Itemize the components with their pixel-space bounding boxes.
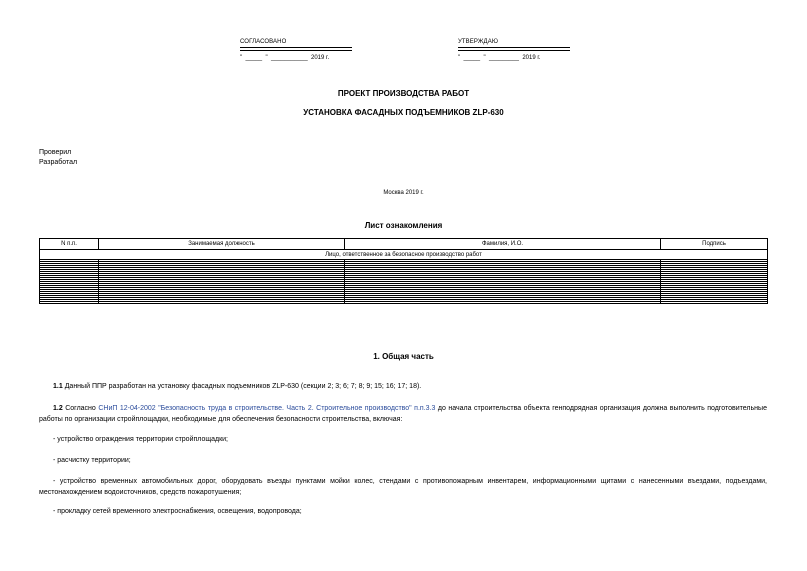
table-header-row: [40, 239, 768, 250]
table-row: [40, 302, 768, 304]
sheet-title: Лист ознакомления: [364, 221, 443, 230]
list-item: - расчистку территории;: [53, 457, 131, 464]
place-year: Москва 2019 г.: [383, 190, 424, 196]
approval-label: УТВЕРЖДАЮ: [458, 39, 498, 45]
section-title: 1. Общая часть: [373, 352, 434, 361]
col-number: N п.п.: [40, 239, 99, 250]
standard-title-link[interactable]: "Безопасность труда в строительстве. Часть 2. Строительное производство": [158, 405, 412, 412]
acquaintance-table: [39, 238, 768, 304]
paragraph-1-1: [39, 381, 781, 392]
table-cell: [661, 302, 768, 304]
approval-block-right: [458, 38, 570, 61]
col-signature: Подпись: [661, 239, 768, 250]
document-title: ПРОЕКТ ПРОИЗВОДСТВА РАБОТ: [337, 89, 470, 98]
paragraph-text: Данный ППР разработан на установку фасадных подъемников ZLP-630 (секции 2; 3; 6; 7; 8; 9; 15; 16; 17; 18).: [64, 383, 422, 390]
snip-link[interactable]: СНиП 12-04-2002: [98, 405, 156, 412]
signature-lines: [458, 47, 570, 51]
paragraph-number: 1.1: [53, 383, 63, 390]
table-cell: [345, 302, 661, 304]
table-body: [40, 260, 768, 304]
list-item: - устройство ограждения территории стройплощадки;: [53, 436, 228, 443]
col-position: Занимаемая должность: [99, 239, 345, 250]
paragraph-text-pre: Согласно: [65, 405, 96, 412]
developed-by-label: Разработал: [39, 159, 78, 166]
approval-block-left: [240, 38, 352, 61]
clause-link[interactable]: п.п.3.3: [414, 405, 436, 412]
paragraph-text: до начала строительства объекта генподрядная организация должна выполнить подготовительные работы по организации стройплощадки, необходимые для обеспечения безопасности строительства, включая:: [39, 405, 767, 423]
signature-lines: [240, 47, 352, 51]
list-item: - устройство временных автомобильных дорог, оборудовать въезды пунктами мойки колес, стендами с противопожарным инвентарем, информационными щитами с нанесенными въездами, подъездами, местонахождением водоисточников, средств пожаротушения;: [39, 478, 767, 496]
approval-date: " _____ " _________ 2019 г.: [458, 55, 541, 61]
list-item: - прокладку сетей временного электроснабжения, освещения, водопровода;: [53, 508, 302, 515]
approval-date: " _____ " ___________ 2019 г.: [240, 55, 330, 61]
checked-by-label: Проверил: [39, 149, 72, 156]
document-subtitle: УСТАНОВКА ФАСАДНЫХ ПОДЪЕМНИКОВ ZLP-630: [303, 108, 504, 117]
paragraph-number: 1.2: [53, 405, 63, 412]
approval-label: СОГЛАСОВАНО: [240, 39, 287, 45]
responsible-person-row: Лицо, ответственное за безопасное производство работ: [40, 250, 768, 260]
table-cell: [99, 302, 345, 304]
col-fullname: Фамилия, И.О.: [345, 239, 661, 250]
table-cell: [40, 302, 99, 304]
paragraph-1-2: [39, 403, 767, 425]
table-row: [40, 250, 768, 260]
